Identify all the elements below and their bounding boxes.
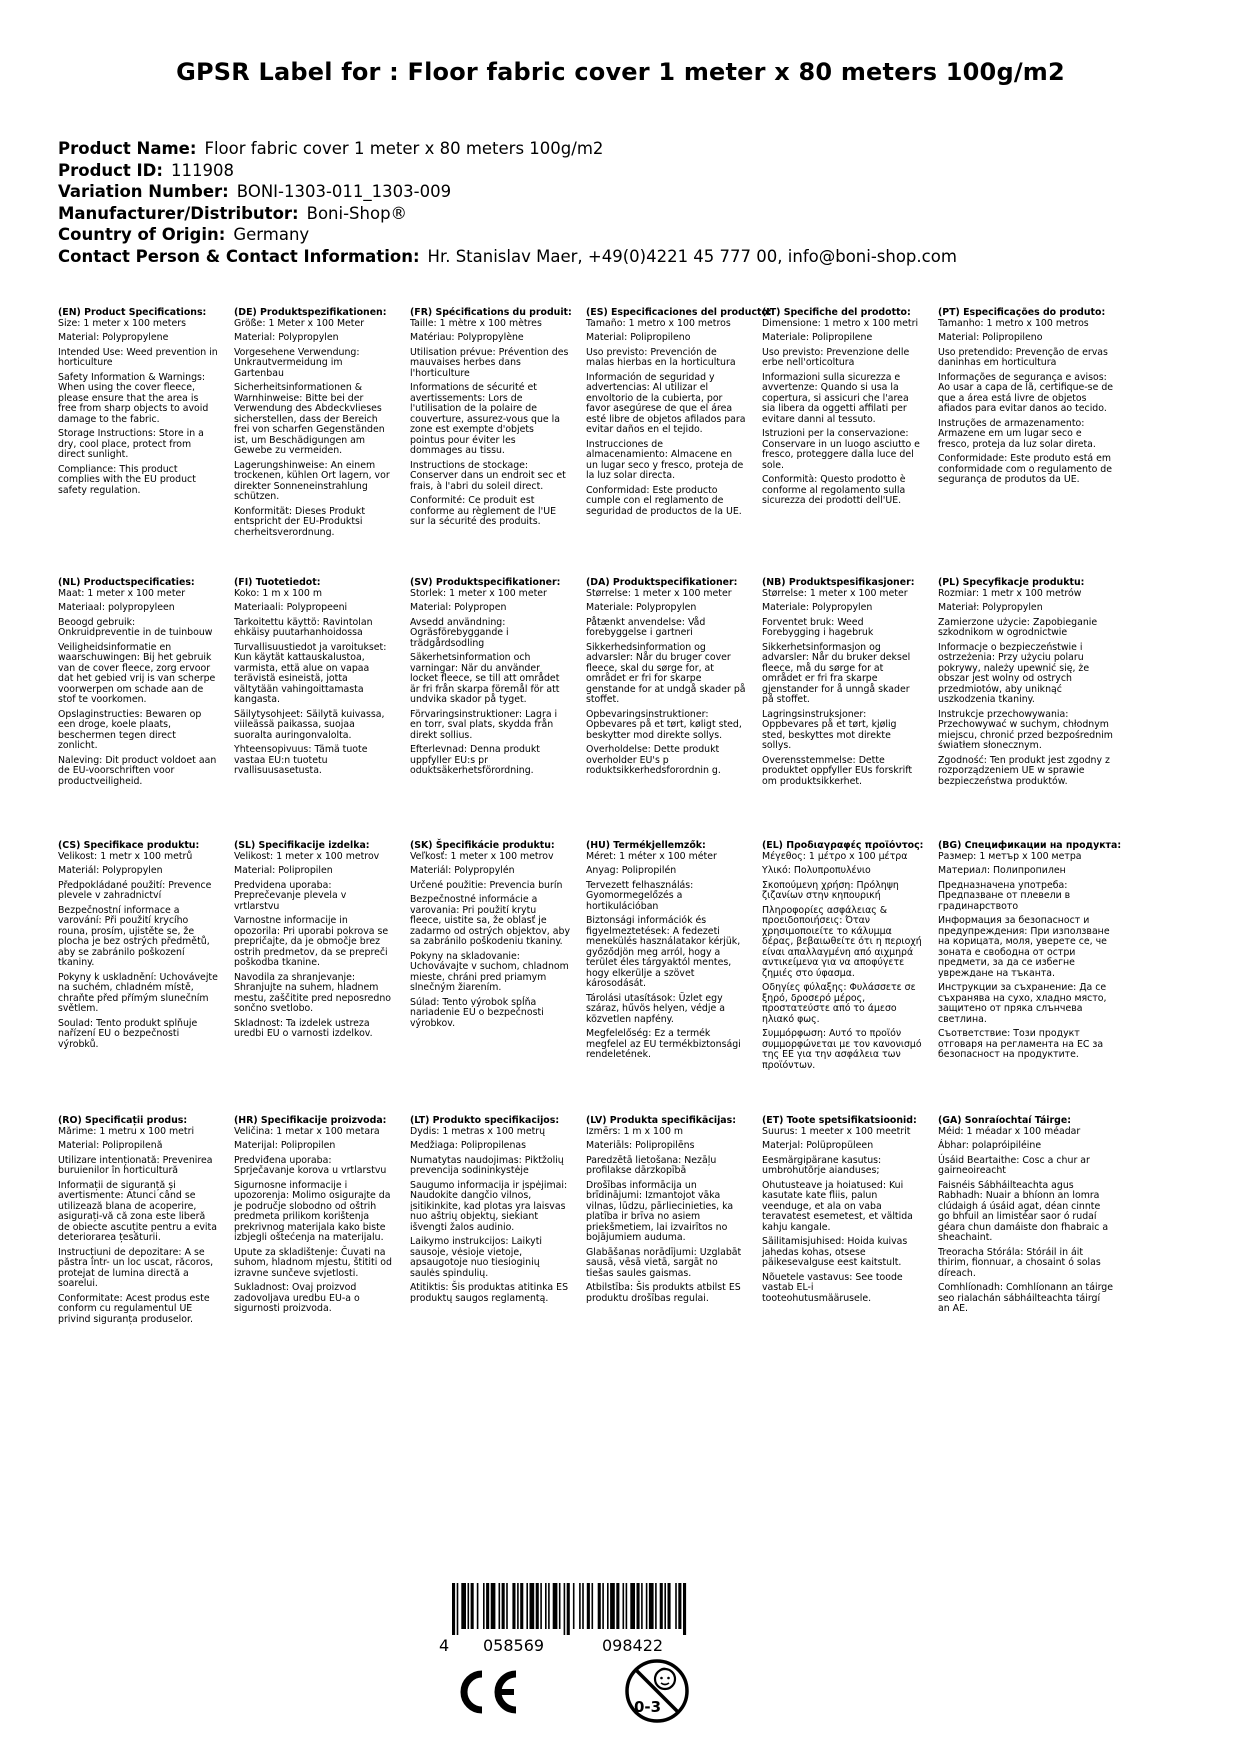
spec-line: Conformitate: Acest produs este conform cu regulamentul UE privind siguranța produselor. (58, 1292, 210, 1325)
spec-line: Taille: 1 mètre x 100 mètres (410, 317, 542, 329)
spec-line: Lagerungshinweise: An einem trockenen, kühlen Ort lagern, vor direkter Sonneneinstrahlung schützen. (234, 459, 390, 502)
spec-block-title: (RO) Specificații produs: (58, 1115, 188, 1126)
spec-block-title: (SK) Špecifikácie produktu: (410, 840, 555, 851)
spec-block (762, 1116, 922, 1308)
spec-line: Sicherheitsinformationen & Warnhinweise: Bitte bei der Verwendung des Abdeckvlieses sicherstellen, dass der Bereich frei von scharfen Gegenständen ist, um Beschädigungen am Gewebe zu vermeiden. (234, 382, 385, 456)
spec-line: Izmērs: 1 m x 100 m (586, 1125, 684, 1137)
info-label: Country of Origin: (58, 225, 226, 244)
spec-line: Informacje o bezpieczeństwie i ostrzeżenia: Przy użyciu polaru pokrywy, należy upewnić się, że obszar jest wolny od ostrych przedmiotów, aby uniknąć uszkodzenia tkaniny. (938, 641, 1090, 705)
spec-line: Yhteensopivuus: Tämä tuote vastaa EU:n tuotetu rvallisuusasetusta. (234, 744, 368, 776)
barcode-bar (678, 1583, 681, 1629)
barcode-bar (655, 1583, 657, 1629)
spec-line: Información de seguridad y advertencias: Al utilizar el envoltorio de la cubierta, por favor asegúrese de que el área esté libre de objetos afilados para evitar daños en el tejido. (586, 371, 746, 435)
barcode-bar (637, 1583, 640, 1629)
spec-line: Atbilstība: Šis produkts atbilst ES produktu drošības regulai. (586, 1282, 741, 1304)
spec-line: Informazioni sulla sicurezza e avvertenze: Quando si usa la copertura, si assicuri che l'area sia libera da oggetti affilati per evitare danni al tessuto. (762, 371, 909, 425)
barcode-bar (477, 1583, 479, 1629)
spec-line: Ábhar: polapróipiléine (938, 1140, 1042, 1151)
spec-line: Veličina: 1 metar x 100 metara (234, 1125, 380, 1137)
info-value: Floor fabric cover 1 meter x 80 meters 100g/m2 (204, 139, 604, 158)
spec-line: Uso previsto: Prevenzione delle erbe nell'orticoltura (762, 346, 910, 368)
barcode-bar (491, 1583, 496, 1629)
not-for-children-0-3-icon (624, 1658, 690, 1724)
spec-line: Υλικό: Πολυπροπυλένιο (762, 865, 871, 876)
spec-line: Utilisation prévue: Prévention des mauvaises herbes dans l'horticulture (410, 346, 569, 379)
barcode-bar (607, 1583, 609, 1629)
spec-block-title: (LT) Produkto specifikacijos: (410, 1115, 560, 1126)
spec-line: Atitiktis: Šis produktas atitinka ES produktų saugos reglamentą. (410, 1282, 569, 1304)
spec-line: Forventet bruk: Weed Forebygging i hagebruk (762, 616, 874, 638)
spec-line: Predviđena uporaba: Sprječavanje korova u vrtlarstvu (234, 1154, 387, 1176)
barcode-bar (486, 1583, 489, 1629)
spec-line: Veiligheidsinformatie en waarschuwingen: Bij het gebruik van de cover fleece, zorg ervoor dat het gebied vrij is van scherpe voorwerpen om schade aan de stof te voorkomen. (58, 641, 216, 705)
info-value: 111908 (170, 160, 234, 180)
spec-block-title: (SL) Specifikacije izdelka: (234, 840, 370, 851)
barcode-bar (579, 1583, 581, 1629)
spec-block (410, 578, 570, 781)
spec-block (586, 307, 772, 521)
spec-line: Dydis: 1 metras x 100 metrų (410, 1125, 546, 1137)
product-info-line (58, 203, 957, 225)
spec-line: Úsáid Beartaithe: Cosc a chur ar gairneoireacht (938, 1154, 1090, 1176)
spec-line: Matériau: Polypropylène (410, 332, 524, 343)
spec-block (234, 1116, 394, 1319)
spec-line: Material: Polipropileno (586, 332, 691, 343)
info-label: Manufacturer/Distributor: (58, 203, 299, 223)
barcode-bar (526, 1583, 528, 1629)
barcode-lead-digit: 4 (439, 1636, 450, 1655)
barcode-bar (564, 1583, 566, 1635)
spec-line: Материал: Полипропилен (938, 865, 1066, 876)
spec-block-title: (GA) Sonraíochtaí Táirge: (938, 1115, 1071, 1126)
spec-line: Sukladnost: Ovaj proizvod zadovoljava uredbu EU-a o sigurnosti proizvoda. (234, 1282, 360, 1314)
spec-line: Instrucțiuni de depozitare: A se păstra într- un loc uscat, răcoros, protejat de lumina directă a soarelui. (58, 1246, 214, 1289)
spec-line: Storlek: 1 meter x 100 meter (410, 587, 547, 599)
spec-line: Säilytysohjeet: Säilytä kuivassa, viileässä paikassa, suojaa suoralta auringonvalolta. (234, 708, 385, 741)
spec-block (938, 578, 1114, 791)
spec-line: Biztonsági információk és figyelmeztetések: A fedezeti menekülés használatakor kérjük, győződjön meg arról, hogy a terület éles tárgyaktól mentes, hogy elkerülje a szövet károsodását. (586, 915, 741, 989)
spec-block-title: (DE) Produktspezifikationen: (234, 307, 387, 318)
spec-block-title: (IT) Specifiche del prodotto: (762, 307, 911, 318)
barcode-bar (483, 1583, 485, 1629)
spec-line: Materiál: Polypropylén (410, 865, 515, 876)
spec-line: Medžiaga: Polipropilenas (410, 1140, 527, 1151)
barcode-bar (506, 1583, 508, 1629)
spec-line: Pokyny na skladovanie: Uchovávajte v suchom, chladnom mieste, chráni pred priamym slnečným žiarením. (410, 950, 569, 993)
spec-block (586, 1116, 746, 1308)
spec-line: Laikymo instrukcijos: Laikyti sausoje, vėsioje vietoje, apsaugotoje nuo tiesioginių saulės spindulių. (410, 1236, 543, 1279)
barcode-bar (668, 1583, 671, 1629)
info-label: Variation Number: (58, 182, 229, 201)
spec-line: Beoogd gebruik: Onkruidpreventie in de tuinbouw (58, 616, 213, 638)
spec-line: Overensstemmelse: Dette produktet oppfyller EUs forskrift om produktsikkerhet. (762, 754, 913, 787)
barcode (434, 1583, 706, 1655)
barcode-bar (499, 1583, 501, 1629)
spec-line: Suurus: 1 meeter x 100 meetrit (762, 1125, 911, 1137)
spec-line: Skladnost: Ta izdelek ustreza uredbi EU o varnosti izdelkov. (234, 1017, 373, 1039)
spec-block (410, 308, 570, 532)
barcode-bar (683, 1583, 686, 1635)
spec-line: Turvallisuustiedot ja varoitukset: Kun käytät kattauskalustoa, varmista, että alue on vapaa terävistä esineistä, jotta vältytään vahingoittamasta kangasta. (234, 641, 387, 705)
spec-line: Drošības informācija un brīdinājumi: Izmantojot vāka vilnas, lūdzu, pārliecinieties, ka platība ir brīva no asiem priekšmetiem, lai izvairītos no bojājumiem auduma. (586, 1179, 734, 1243)
spec-line: Opslaginstructies: Bewaren op een droge, koele plaats, beschermen tegen direct zonlicht. (58, 708, 202, 751)
barcode-bar (649, 1583, 654, 1629)
barcode-bar (553, 1583, 558, 1629)
spec-line: Ohutusteave ja hoiatused: Kui kasutate kate fliis, palun veenduge, et ala on vaba teravatest esemetest, et vältida kahju kangale. (762, 1179, 913, 1233)
spec-line: Συμμόρφωση: Αυτό το προϊόν συμμορφώνεται με τον κανονισμό της ΕΕ για την ασφάλεια των προϊόντων. (762, 1028, 922, 1071)
spec-line: Zamierzone użycie: Zapobieganie szkodnikom w ogrodnictwie (938, 616, 1098, 638)
info-value: BONI-1303-011_1303-009 (236, 182, 452, 201)
product-info-line (58, 160, 957, 182)
barcode-bar (545, 1583, 547, 1629)
spec-block-title: (CS) Specifikace produktu: (58, 840, 200, 851)
spec-line: Megfelelőség: Ez a termék megfelel az EU termékbiztonsági rendeletének. (586, 1028, 741, 1060)
spec-block (938, 1116, 1114, 1319)
spec-block (762, 308, 922, 511)
spec-line: Paredzētā lietošana: Nezāļu profilakse dārzkopībā (586, 1154, 717, 1176)
spec-line: Mărime: 1 metru x 100 metri (58, 1125, 195, 1137)
spec-line: Instrucciones de almacenamiento: Almacene en un lugar seco y fresco, proteja de la luz solar directa. (586, 438, 744, 481)
spec-line: Materiale: Polypropylen (762, 602, 873, 613)
spec-line: Určené použitie: Prevencia burín (410, 879, 563, 891)
spec-block-title: (NL) Productspecificaties: (58, 577, 195, 588)
spec-line: Predvidena uporaba: Preprečevanje plevela v vrtlarstvu (234, 879, 347, 912)
spec-line: Säkerhetsinformation och varningar: När du använder locket fleece, se till att området är fri från skarpa föremål för att undvika skador på tyget. (410, 652, 560, 705)
barcode-bar (502, 1583, 505, 1629)
spec-line: Size: 1 meter x 100 meters (58, 317, 186, 329)
spec-line: Informações de segurança e avisos: Ao usar a capa de lã, certifique-se de que a área está livre de objetos afiados para evitar danos ao tecido. (938, 371, 1114, 414)
barcode-bar (610, 1583, 615, 1629)
barcode-bar (471, 1583, 474, 1629)
spec-line: Nõuetele vastavus: See toode vastab EL-i tooteohutusmäärusele. (762, 1271, 903, 1304)
barcode-bar (536, 1583, 539, 1629)
spec-line: Πληροφορίες ασφάλειας & προειδοποιήσεις: Όταν χρησιμοποιείτε το κάλυμμα δέρας, βεβαιωθείτε ότι η περιοχή είναι απαλλαγμένη από αιχμηρά αντικείμενα για να αποφύγετε ζημιές στο ύφασμα. (762, 904, 922, 979)
spec-line: Informații de siguranță și avertismente: Atunci când se utilizează blana de acoperire, asigurați-vă că zona este liberă de obiecte ascuțite pentru a evita deteriorarea țesăturii. (58, 1179, 217, 1243)
spec-line: Vorgesehene Verwendung: Unkrautvermeidung im Gartenbau (234, 346, 360, 379)
barcode-bar (468, 1583, 470, 1629)
spec-line: Съответствие: Този продукт отговаря на регламента на ЕС за безопасност на продуктите. (938, 1028, 1104, 1060)
spec-line: Tarkoitettu käyttö: Ravintolan ehkäisy puutarhanhoidossa (234, 616, 373, 638)
spec-line: Размер: 1 метър x 100 метра (938, 850, 1082, 862)
spec-line: Varnostne informacije in opozorila: Pri uporabi pokrova se prepričajte, da je območje brez ostrih predmetov, da se prepreči poškodba tkanine. (234, 915, 389, 968)
spec-block (234, 308, 394, 542)
barcode-bar (548, 1583, 550, 1629)
spec-line: Инструкции за съхранение: Да се съхранява на сухо, хладно място, защитено от пряка слънчева светлина. (938, 982, 1107, 1025)
barcode-bar (559, 1583, 561, 1629)
spec-line: Upute za skladištenje: Čuvati na suhom, hladnom mjestu, štititi od izravne sunčeve svjetlosti. (234, 1246, 392, 1279)
spec-line: Materijal: Polipropilen (234, 1140, 336, 1151)
spec-line: Materiał: Polypropylen (938, 602, 1043, 613)
barcode-left-group: 058569 (483, 1636, 545, 1655)
spec-block-title: (HR) Specifikacije proizvoda: (234, 1115, 387, 1126)
spec-line: Instruções de armazenamento: Armazene em um lugar seco e fresco, proteja da luz solar direta. (938, 417, 1096, 450)
barcode-bar (626, 1583, 628, 1629)
spec-block (410, 1116, 570, 1308)
spec-line: Material: Polypropylen (234, 332, 339, 343)
spec-line: Sigurnosne informacije i upozorenja: Molimo osigurajte da je područje slobodno od oštrih predmeta prilikom korištenja prekrivnog materijala kako biste izbjegli oštećenja na materijalu. (234, 1179, 391, 1243)
spec-line: Uso previsto: Prevención de malas hierbas en la horticultura (586, 346, 736, 368)
product-info-line (58, 224, 957, 246)
spec-line: Μέγεθος: 1 μέτρο x 100 μέτρα (762, 850, 908, 862)
spec-line: Numatytas naudojimas: Piktžolių prevencija sodininkystėje (410, 1154, 564, 1176)
spec-line: Maat: 1 meter x 100 meter (58, 587, 186, 599)
product-info-line (58, 138, 957, 160)
spec-block-title: (ES) Especificaciones del producto: (586, 307, 772, 318)
barcode-bar (517, 1583, 519, 1629)
page-title: GPSR Label for : Floor fabric cover 1 meter x 80 meters 100g/m2 (176, 58, 1065, 86)
barcode-bar (675, 1583, 677, 1629)
barcode-bar (630, 1583, 635, 1629)
spec-line: Materiale: Polipropilene (762, 332, 873, 343)
info-value: Hr. Stanislav Maer, +49(0)4221 45 777 00, info@boni-shop.com (427, 246, 957, 266)
spec-line: Efterlevnad: Denna produkt uppfyller EU:s pr oduktsäkerhetsförordning. (410, 744, 540, 776)
info-label: Product ID: (58, 160, 163, 180)
spec-block (938, 840, 1122, 1065)
spec-line: Utilizare intenționată: Prevenirea buruienilor în horticultură (58, 1154, 213, 1176)
barcode-bar (664, 1583, 666, 1629)
spec-line: Instrukcje przechowywania: Przechowywać w suchym, chłodnym miejscu, chronić przed bezpośrednim światłem słonecznym. (938, 708, 1113, 751)
spec-block (58, 578, 218, 791)
spec-block (234, 578, 394, 781)
spec-line: Material: Polypropen (410, 602, 507, 613)
spec-block (234, 841, 394, 1044)
spec-line: Comhlíonadh: Comhlíonann an táirge seo rialachán sábháilteachta táirgí an AE. (938, 1282, 1113, 1314)
spec-line: Glabāšanas norādījumi: Uzglabāt sausā, vēsā vietā, sargāt no tiešas saules gaismas. (586, 1246, 742, 1279)
spec-line: Saugumo informacija ir įspėjimai: Naudokite dangčio vilnos, įsitikinkite, kad plotas yra laisvas nuo aštrių objektų, siekiant išvengti žalos audinio. (410, 1179, 568, 1233)
age-warning-text: 0-3 (634, 1698, 662, 1716)
spec-line: Pokyny k uskladnění: Uchovávejte na suchém, chladném místě, chraňte před přímým slunečním světlem. (58, 971, 218, 1014)
spec-line: Material: Polipropileno (938, 332, 1043, 343)
spec-line: Faisnéis Sábháilteachta agus Rabhadh: Nuair a bhíonn an lomra clúdaigh á úsáid agat, déan cinnte go bhfuil an limistéar saor ó rudaí géara chun damáiste don fhabraic a sheachaint. (938, 1179, 1109, 1243)
barcode-bar (573, 1583, 575, 1629)
spec-block-title: (LV) Produkta specifikācijas: (586, 1115, 736, 1126)
spec-line: Naleving: Dit product voldoet aan de EU-voorschriften voor productveiligheid. (58, 754, 217, 787)
spec-line: Avsedd användning: Ogräsförebyggande i trädgårdsodling (410, 616, 509, 649)
spec-line: Bezpečnostní informace a varování: Při použití krycího rouna, prosím, ujistěte se, že plocha je bez ostrých předmětů, aby se zabránilo poškození tkaniny. (58, 904, 210, 968)
barcode-bar (461, 1583, 466, 1629)
spec-line: Zgodność: Ten produkt jest zgodny z rozporządzeniem UE w sprawie bezpieczeństwa produktów. (938, 754, 1110, 787)
spec-block-title: (SV) Produktspecifikationer: (410, 577, 561, 588)
spec-line: Compliance: This product complies with the EU product safety regulation. (58, 463, 196, 496)
spec-line: Intended Use: Weed prevention in horticulture (58, 346, 218, 368)
barcode-bars (434, 1583, 706, 1635)
spec-block (938, 308, 1114, 490)
barcode-bar (616, 1583, 619, 1629)
spec-line: Koko: 1 m x 100 m (234, 587, 322, 599)
barcode-bar (567, 1583, 570, 1635)
product-info-line (58, 181, 957, 203)
spec-line: Materiāls: Polipropilēns (586, 1140, 695, 1151)
spec-line: Materiaali: Polypropeeni (234, 602, 348, 613)
spec-line: Material: Polypropylene (58, 332, 169, 343)
spec-line: Bezpečnostné informácie a varovania: Pri použití krytu fleece, uistite sa, že oblasť je zadarmo od ostrých objektov, aby sa zabránilo poškodeniu tkaniny. (410, 894, 570, 947)
spec-line: Conformité: Ce produit est conforme au règlement de l'UE sur la sécurité des produits. (410, 495, 557, 527)
barcode-bar (602, 1583, 604, 1629)
spec-line: Tamanho: 1 metro x 100 metros (938, 317, 1089, 329)
spec-line: Předpokládané použití: Prevence plevele v zahradnictví (58, 879, 212, 901)
spec-line: Súlad: Tento výrobok spĺňa nariadenie EÚ o bezpečnosti výrobkov. (410, 996, 544, 1029)
spec-block-title: (FI) Tuotetiedot: (234, 577, 321, 588)
spec-line: Material: Polipropilen (234, 865, 333, 876)
spec-line: Storage Instructions: Store in a dry, cool place, protect from direct sunlight. (58, 428, 204, 460)
spec-line: Materjal: Polüpropüleen (762, 1140, 874, 1151)
barcode-bar (457, 1583, 459, 1635)
spec-line: Konformität: Dieses Produkt entspricht der EU-Produktsi cherheitsverordnung. (234, 505, 366, 538)
spec-line: Tamaño: 1 metro x 100 metros (586, 317, 731, 329)
spec-line: Conformidade: Este produto está em conformidade com o regulamento de segurança de produtos da UE. (938, 453, 1113, 485)
info-value: Germany (233, 225, 310, 244)
spec-line: Instructions de stockage: Conserver dans un endroit sec et frais, à l'abri du soleil direct. (410, 459, 566, 492)
spec-line: Safety Information & Warnings: When using the cover fleece, please ensure that the area is free from sharp objects to avoid damage to the fabric. (58, 371, 209, 425)
spec-block (58, 841, 218, 1054)
info-label: Contact Person & Contact Information: (58, 246, 420, 266)
spec-line: Eesmärgipärane kasutus: umbrohutõrje aianduses; (762, 1154, 882, 1176)
spec-line: Treoracha Stórála: Stóráil in áit thirim, fionnuar, a chosaint ó solas díreach. (938, 1246, 1101, 1279)
spec-block (762, 578, 922, 791)
spec-block-title: (BG) Спецификации на продукта: (938, 840, 1122, 851)
spec-line: Conformità: Questo prodotto è conforme al regolamento sulla sicurezza dei prodotti dell'UE. (762, 474, 906, 506)
spec-line: Méret: 1 méter x 100 méter (586, 850, 717, 862)
spec-line: Istruzioni per la conservazione: Conservare in un luogo asciutto e fresco, proteggere dalla luce del sole. (762, 428, 920, 471)
barcode-bar (520, 1583, 523, 1629)
spec-block-title: (FR) Spécifications du produit: (410, 307, 572, 318)
barcode-bar (582, 1583, 584, 1629)
spec-block (58, 1116, 218, 1329)
spec-line: Materiál: Polypropylen (58, 865, 163, 876)
spec-line: Veľkosť: 1 meter x 100 metrov (410, 850, 554, 862)
barcode-bar (623, 1583, 625, 1629)
ce-mark-icon (452, 1668, 520, 1716)
barcode-bar (592, 1583, 594, 1629)
barcode-bar (646, 1583, 648, 1629)
info-label: Product Name: (58, 139, 197, 158)
barcode-bar (641, 1583, 643, 1629)
spec-line: Størrelse: 1 meter x 100 meter (586, 587, 732, 599)
spec-block-title: (ET) Toote spetsifikatsioonid: (762, 1115, 917, 1126)
spec-line: Méid: 1 méadar x 100 méadar (938, 1125, 1081, 1137)
spec-block (410, 841, 570, 1033)
spec-block-title: (NB) Produktspesifikasjoner: (762, 577, 915, 588)
spec-line: Material: Polipropilenă (58, 1140, 163, 1151)
spec-line: Größe: 1 Meter x 100 Meter (234, 317, 365, 329)
spec-line: Предназначена употреба: Предпазване от плевели в градинарството (938, 879, 1071, 912)
spec-line: Uso pretendido: Prevenção de ervas daninhas em horticultura (938, 346, 1108, 368)
spec-line: Velikost: 1 metr x 100 metrů (58, 850, 193, 862)
barcode-bar (540, 1583, 542, 1629)
spec-line: Dimensione: 1 metro x 100 metri (762, 317, 919, 329)
spec-block-title: (PL) Specyfikacje produktu: (938, 577, 1085, 588)
spec-line: Påtænkt anvendelse: Våd forebyggelse i gartneri (586, 616, 706, 638)
spec-line: Sikkerhedsinformation og advarsler: Når du bruger cover fleece, skal du sørge for, at området er fri for skarpe genstande for at undgå skader på stoffet. (586, 641, 746, 705)
spec-line: Lagringsinstruksjoner: Oppbevares på et tørt, kjølig sted, beskyttes mot direkte sollys. (762, 708, 897, 751)
product-info (58, 138, 957, 267)
spec-block (58, 308, 218, 500)
spec-block-title: (PT) Especificações do produto: (938, 307, 1106, 318)
spec-line: Informations de sécurité et avertissements: Lors de l'utilisation de la polaire de couverture, assurez-vous que la zone est exempte d'objets pointus pour éviter les dommages au tissu. (410, 382, 560, 456)
spec-line: Rozmiar: 1 metr x 100 metrów (938, 587, 1082, 599)
spec-line: Materiale: Polypropylen (586, 602, 697, 613)
info-value: Boni-Shop® (306, 203, 408, 223)
spec-line: Navodila za shranjevanje: Shranjujte na suhem, hladnem mestu, zaščitite pred neposredno sončno svetlobo. (234, 971, 391, 1014)
barcode-bar (598, 1583, 601, 1629)
spec-line: Soulad: Tento produkt splňuje nařízení EU o bezpečnosti výrobků. (58, 1017, 198, 1050)
spec-line: Информация за безопасност и предупреждения: При използване на корицата, моля, уверете се, че зоната е свободна от остри предмети, за да се избегне увреждане на тъканта. (938, 915, 1110, 979)
barcode-bar (452, 1583, 455, 1635)
barcode-bar (512, 1583, 515, 1629)
spec-line: Opbevaringsinstruktioner: Opbevares på et tørt, køligt sted, beskytter mod direkte sollys. (586, 708, 742, 741)
spec-line: Materiaal: polypropyleen (58, 602, 175, 613)
barcode-right-group: 098422 (602, 1636, 664, 1655)
barcode-bar (530, 1583, 535, 1629)
spec-line: Størrelse: 1 meter x 100 meter (762, 587, 908, 599)
spec-line: Säilitamisjuhised: Hoida kuivas jahedas kohas, otsese päikesevalguse eest kaitstult. (762, 1236, 908, 1268)
spec-line: Velikost: 1 meter x 100 metrov (234, 850, 380, 862)
spec-line: Tárolási utasítások: Üzlet egy száraz, hűvös helyen, védje a közvetlen napfény. (586, 992, 725, 1025)
spec-block-title: (EL) Προδιαγραφές προϊόντος: (762, 840, 924, 851)
spec-line: Conformidad: Este producto cumple con el reglamento de seguridad de productos de la UE. (586, 484, 742, 517)
spec-block-title: (EN) Product Specifications: (58, 307, 207, 318)
barcode-bar (587, 1583, 590, 1629)
spec-block (586, 578, 746, 781)
spec-block-title: (DA) Produktspecifikationer: (586, 577, 738, 588)
spec-line: Förvaringsinstruktioner: Lagra i en torr, sval plats, skydda från direkt sollius. (410, 708, 558, 741)
spec-line: Tervezett felhasználás: Gyomormegelőzés a hortikulációban (586, 879, 694, 912)
spec-line: Overholdelse: Dette produkt overholder EU's p roduktsikkerhedsforordnin g. (586, 744, 721, 776)
spec-block (586, 841, 746, 1065)
spec-block-title: (HU) Termékjellemzők: (586, 840, 706, 851)
product-info-line (58, 246, 957, 268)
spec-line: Sikkerhetsinformasjon og advarsler: Når du bruker deksel fleece, må du sørge for at området er fri fra skarpe gjenstander for å unngå skader på stoffet. (762, 641, 911, 705)
spec-line: Σκοπούμενη χρήση: Πρόληψη ζιζανίων στην κηπουρική (762, 879, 899, 901)
spec-block (762, 841, 922, 1075)
spec-line: Οδηγίες φύλαξης: Φυλάσσετε σε ξηρό, δροσερό μέρος, προστατεύστε από το άμεσο ηλιακό φως. (762, 982, 916, 1025)
spec-line: Anyag: Polipropilén (586, 865, 677, 876)
barcode-bar (660, 1583, 663, 1629)
